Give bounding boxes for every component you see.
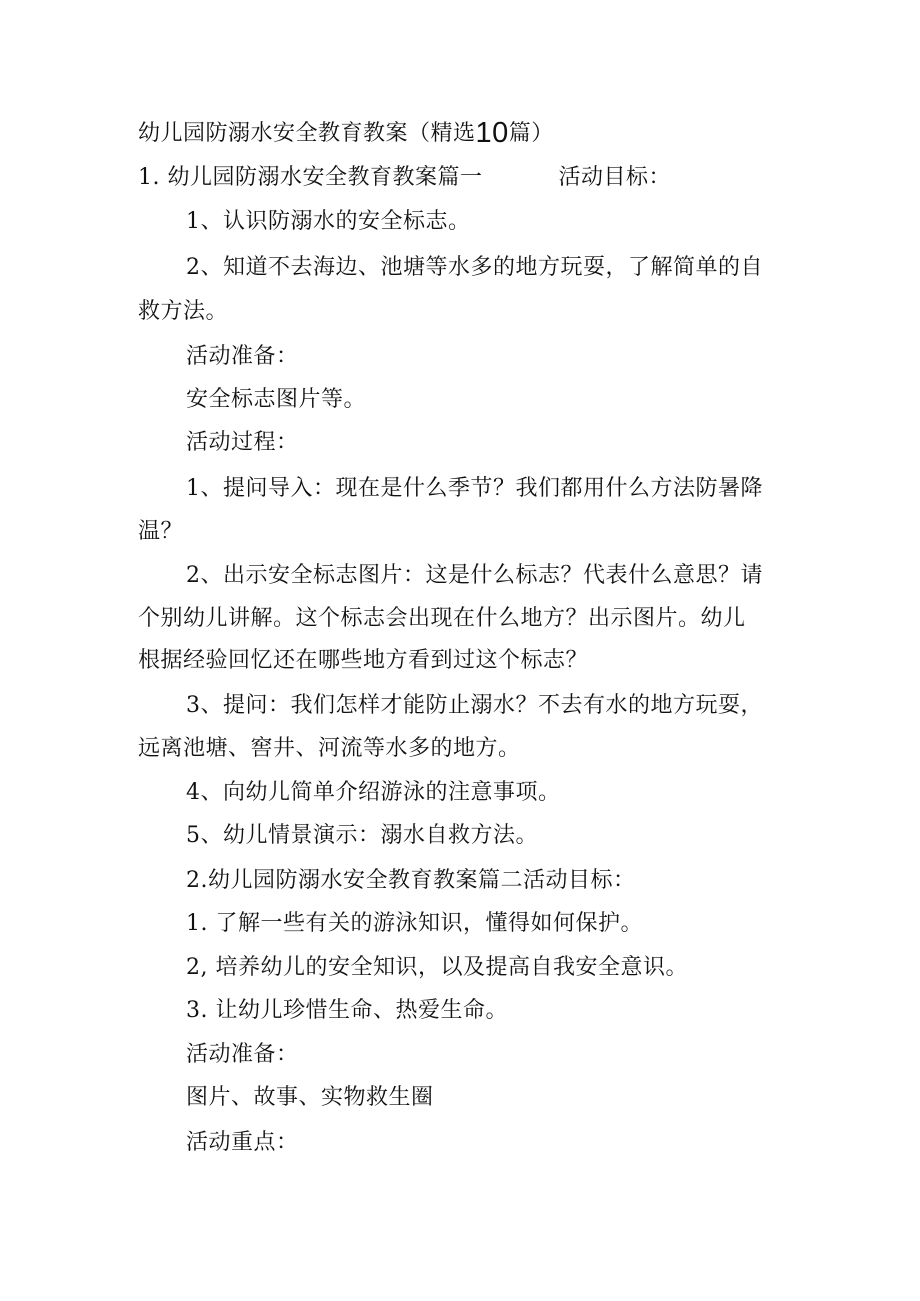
paragraph-line: 图片、故事、实物救生圈 [186,1085,434,1110]
paragraph-line: 远离池塘、窖井、河流等水多的地方。 [138,736,521,761]
paragraph-line: 3、提问：我们怎样才能防止溺水？不去有水的地方玩耍， [186,693,763,718]
paragraph-line: 3. 让幼儿珍惜生命、热爱生命。 [186,998,508,1023]
paragraph-line: 1. 了解一些有关的游泳知识，懂得如何保护。 [186,911,643,936]
paragraph-line: 安全标志图片等。 [186,387,367,412]
section-heading-1-goal: 活动目标： [558,165,672,190]
paragraph-line: 个别幼儿讲解。这个标志会出现在什么地方？出示图片。幼儿 [138,606,746,631]
section-heading-1-text: 1. 幼儿园防溺水安全教育教案篇一 [138,165,483,190]
paragraph-line: 活动准备： [186,1042,299,1067]
paragraph-line: 2、知道不去海边、池塘等水多的地方玩耍，了解简单的自 [186,255,763,280]
paragraph-line: 2, 培养幼儿的安全知识，以及提高自我安全意识。 [186,955,688,980]
paragraph-line: 活动准备： [186,344,299,369]
paragraph-line: 救方法。 [138,299,229,324]
document-title [138,118,554,149]
title-number: 10 [475,117,509,149]
paragraph-line: 4、向幼儿简单介绍游泳的注意事项。 [186,780,561,805]
paragraph-line: 温？ [138,519,184,544]
paragraph-line: 根据经验回忆还在哪些地方看到过这个标志？ [138,648,589,673]
paragraph-line: 活动过程： [186,430,299,455]
paragraph-line: 1、提问导入：现在是什么季节？我们都用什么方法防暑降 [186,476,763,501]
title-prefix: 幼儿园防溺水安全教育教案（精选 [138,121,476,146]
paragraph-line: 2、出示安全标志图片：这是什么标志？代表什么意思？请 [186,563,763,588]
title-suffix: 篇） [508,121,554,146]
paragraph-line: 1、认识防溺水的安全标志。 [186,209,471,234]
section-heading-1 [138,163,671,193]
paragraph-line: 活动重点： [186,1130,299,1155]
paragraph-line: 5、幼儿情景演示：溺水自救方法。 [186,823,538,848]
section-heading-2: 2.幼儿园防溺水安全教育教案篇二活动目标： [186,868,636,893]
